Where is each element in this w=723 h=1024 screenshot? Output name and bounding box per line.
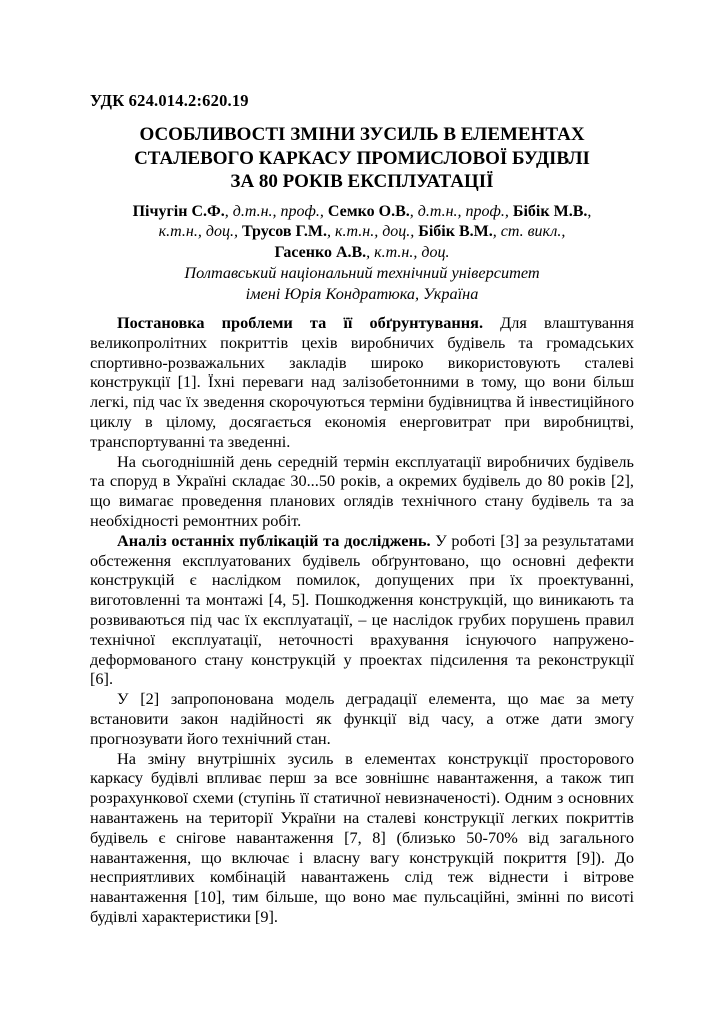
authors-line-3 bbox=[90, 243, 634, 264]
affiliation-line-2: імені Юрія Кондратюка, Україна bbox=[245, 283, 479, 303]
paragraph-4 bbox=[90, 689, 634, 748]
author-name: Бібік М.В. bbox=[512, 202, 588, 220]
author-degree: к.т.н., доц., bbox=[158, 223, 242, 240]
title-line-2: СТАЛЕВОГО КАРКАСУ ПРОМИСЛОВОЇ БУДІВЛІ bbox=[134, 147, 590, 169]
author-name: Семко О.В. bbox=[327, 202, 410, 220]
separator: , bbox=[587, 202, 592, 220]
paragraph-problem-statement bbox=[90, 313, 634, 452]
paragraph-text: У роботі [3] за результатами обстеження експлуатованих будівель обґрунтовано, що основні дефекти конструкцій є наслідком помилок, допущених при їх проектуванні, виготовленні та монтажі [4, 5]. Пошкодження конструкцій, що виникають та розвиваються під час їх експлуатації, – це наслідок грубих порушень правил технічної експлуатації, неточності врахування існуючого напружено-деформованого стану конструкцій у проектах підсилення та реконструкції [6]. bbox=[90, 530, 634, 689]
author-name: Пічугін С.Ф. bbox=[132, 202, 225, 220]
section-heading-inline: Постановка проблеми та її обґрунтування. bbox=[117, 313, 484, 332]
author-degree: , к.т.н., доц., bbox=[327, 223, 419, 240]
authors-block bbox=[90, 202, 634, 264]
paragraph-5 bbox=[90, 749, 634, 927]
paragraph-publications-analysis bbox=[90, 531, 634, 689]
paper-title bbox=[90, 123, 634, 194]
paragraph-text: На сьогоднішній день середній термін експлуатації виробничих будівель та споруд в Україні складає 30...50 років, а окремих будівель до 80 років [2], що вимагає проведення планових оглядів технічного стану будівель та за необхідності ремонтних робіт. bbox=[90, 451, 634, 530]
paragraph-text: На зміну внутрішніх зусиль в елементах конструкції просторового каркасу будівлі впливає перш за все зовнішнє навантаження, а також тип розрахункової схеми (ступінь її статичної невизначеності). Одним з основних навантажень на території України на сталеві конструкції легких покриттів будівель є снігове навантаження [7, 8] (близько 50-70% від загального навантаження, що включає і власну вагу конструкцій покриття [9]). До несприятливих комбінацій навантажень слід теж віднести і вітрове навантаження [10], тим більше, що воно має пульсаційні, змінні по висоті будівлі характеристики [9]. bbox=[90, 748, 634, 926]
title-line-3: ЗА 80 РОКІВ ЕКСПЛУАТАЦІЇ bbox=[230, 171, 494, 192]
affiliation-line-1: Полтавський національний технічний університет bbox=[184, 263, 540, 282]
author-degree: , ст. викл., bbox=[492, 223, 566, 240]
author-name: Трусов Г.М. bbox=[241, 223, 328, 240]
author-name: Бібік В.М. bbox=[418, 223, 493, 240]
page-content bbox=[90, 91, 634, 927]
paragraph-2 bbox=[90, 452, 634, 531]
udc-code: УДК 624.014.2:620.19 bbox=[90, 91, 249, 110]
author-degree: , к.т.н., доц. bbox=[366, 243, 450, 261]
authors-line-1 bbox=[90, 202, 634, 223]
paragraph-text: У [2] запропонована модель деградації елемента, що має за мету встановити закон надійності як функції від часу, а отже дати змогу прогнозувати його технічний стан. bbox=[90, 689, 634, 748]
author-name: Гасенко А.В. bbox=[274, 243, 367, 261]
author-degree: , д.т.н., проф., bbox=[224, 202, 328, 220]
affiliation bbox=[90, 263, 634, 304]
article-body bbox=[90, 313, 634, 927]
section-heading-inline: Аналіз останніх публікацій та досліджень. bbox=[117, 530, 431, 550]
title-line-1: ОСОБЛИВОСТІ ЗМІНИ ЗУСИЛЬ В ЕЛЕМЕНТАХ bbox=[139, 124, 585, 145]
author-degree: , д.т.н., проф., bbox=[409, 202, 513, 220]
paragraph-text: Для влаштування великопролітних покриттів цехів виробничих будівель та громадських спортивно-розважальних закладів широко використовують сталеві конструкції [1]. Їхні переваги над залізобетонними в тому, що вони більш легкі, під час їх зведення скорочуються терміни будівництва й інвестиційного циклу в цілому, досягається економія енерговитрат при виробництві, транспортуванні та зведенні. bbox=[90, 313, 634, 451]
authors-line-2 bbox=[90, 222, 634, 243]
